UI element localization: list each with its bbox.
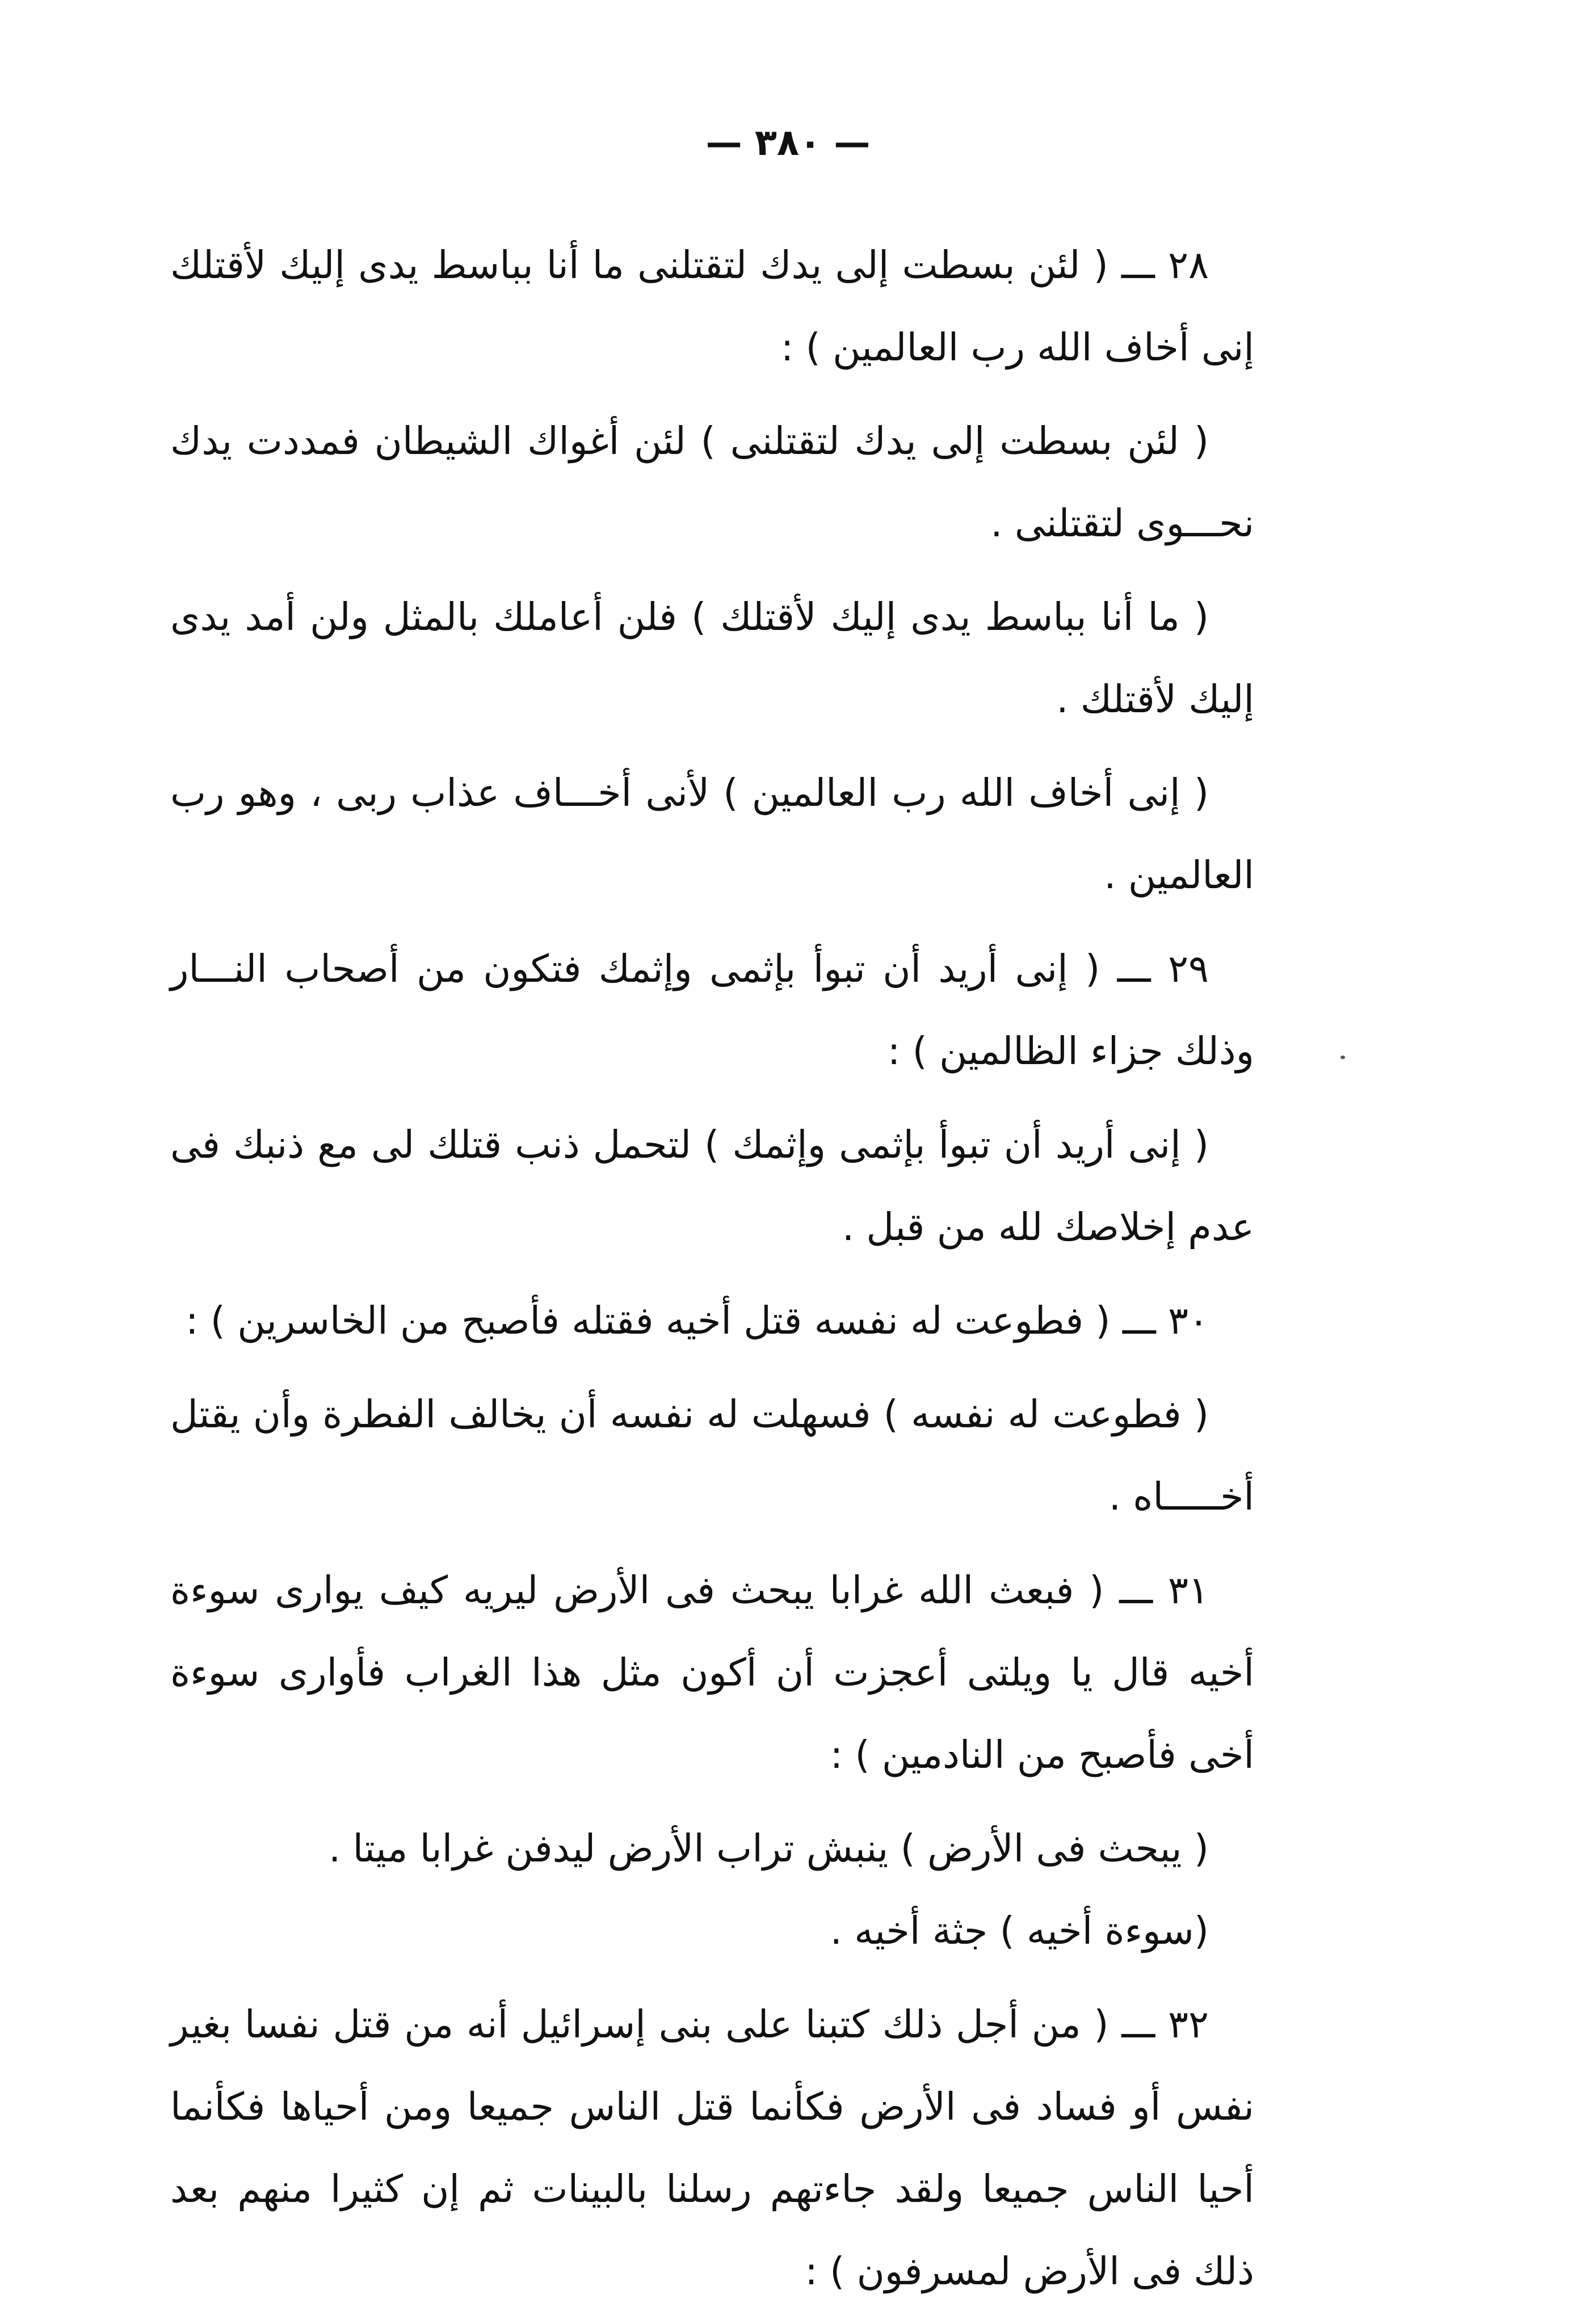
- note-28-c: ( إنى أخاف الله رب العالمين ) لأنى أخـــاف عذاب ربى ، وهو رب العالمين .: [170, 771, 1254, 897]
- verse-29: ٢٩ ـــ ( إنى أريد أن تبوأ بإثمى وإثمك فتكون من أصحاب النـــار وذلك جزاء الظالمين ) :: [170, 947, 1254, 1073]
- scan-speck: [1340, 1056, 1345, 1059]
- verse-28: ٢٨ ـــ ( لئن بسطت إلى يدك لتقتلنى ما أنا بباسط يدى إليك لأقتلك إنى أخاف الله رب العالمين ) :: [170, 243, 1254, 369]
- note-31-b: (سوءة أخيه ) جثة أخيه .: [830, 1909, 1209, 1953]
- verse-30: ٣٠ ـــ ( فطوعت له نفسه قتل أخيه فقتله فأصبح من الخاسرين ) :: [185, 1298, 1209, 1343]
- note-28-a: ( لئن بسطت إلى يدك لتقتلنى ) لئن أغواك الشيطان فمددت يدك نحـــوى لتقتلنى .: [170, 419, 1254, 545]
- verse-31: ٣١ ـــ ( فبعث الله غرابا يبحث فى الأرض ليريه كيف يوارى سوءة أخيه قال يا ويلتى أعجزت أن أكون مثل هذا الغراب فأوارى سوءة أخى فأصبح من النادمين ) :: [170, 1568, 1254, 1777]
- page-number: — ٣٨٠ —: [705, 122, 871, 164]
- note-28-b: ( ما أنا بباسط يدى إليك لأقتلك ) فلن أعاملك بالمثل ولن أمد يدى إليك لأقتلك .: [170, 595, 1254, 721]
- note-31-a: ( يبحث فى الأرض ) ينبش تراب الأرض ليدفن غرابا ميتا .: [328, 1826, 1209, 1871]
- page-body: [170, 224, 1254, 2324]
- verse-32: ٣٢ ـــ ( من أجل ذلك كتبنا على بنى إسرائيل أنه من قتل نفسا بغير نفس أو فساد فى الأرض فكأنما قتل الناس جميعا ومن أحياها فكأنما أحيا الناس جميعا ولقد جاءتهم رسلنا بالبينات ثم إن كثيرا منهم بعد ذلك فى الأرض لمسرفون ) :: [170, 2002, 1254, 2293]
- note-30: ( فطوعت له نفسه ) فسهلت له نفسه أن يخالف الفطرة وأن يقتل أخـــــاه .: [170, 1392, 1254, 1519]
- note-29: ( إنى أريد أن تبوأ بإثمى وإثمك ) لتحمل ذنب قتلك لى مع ذنبك فى عدم إخلاصك لله من قبل .: [170, 1123, 1254, 1249]
